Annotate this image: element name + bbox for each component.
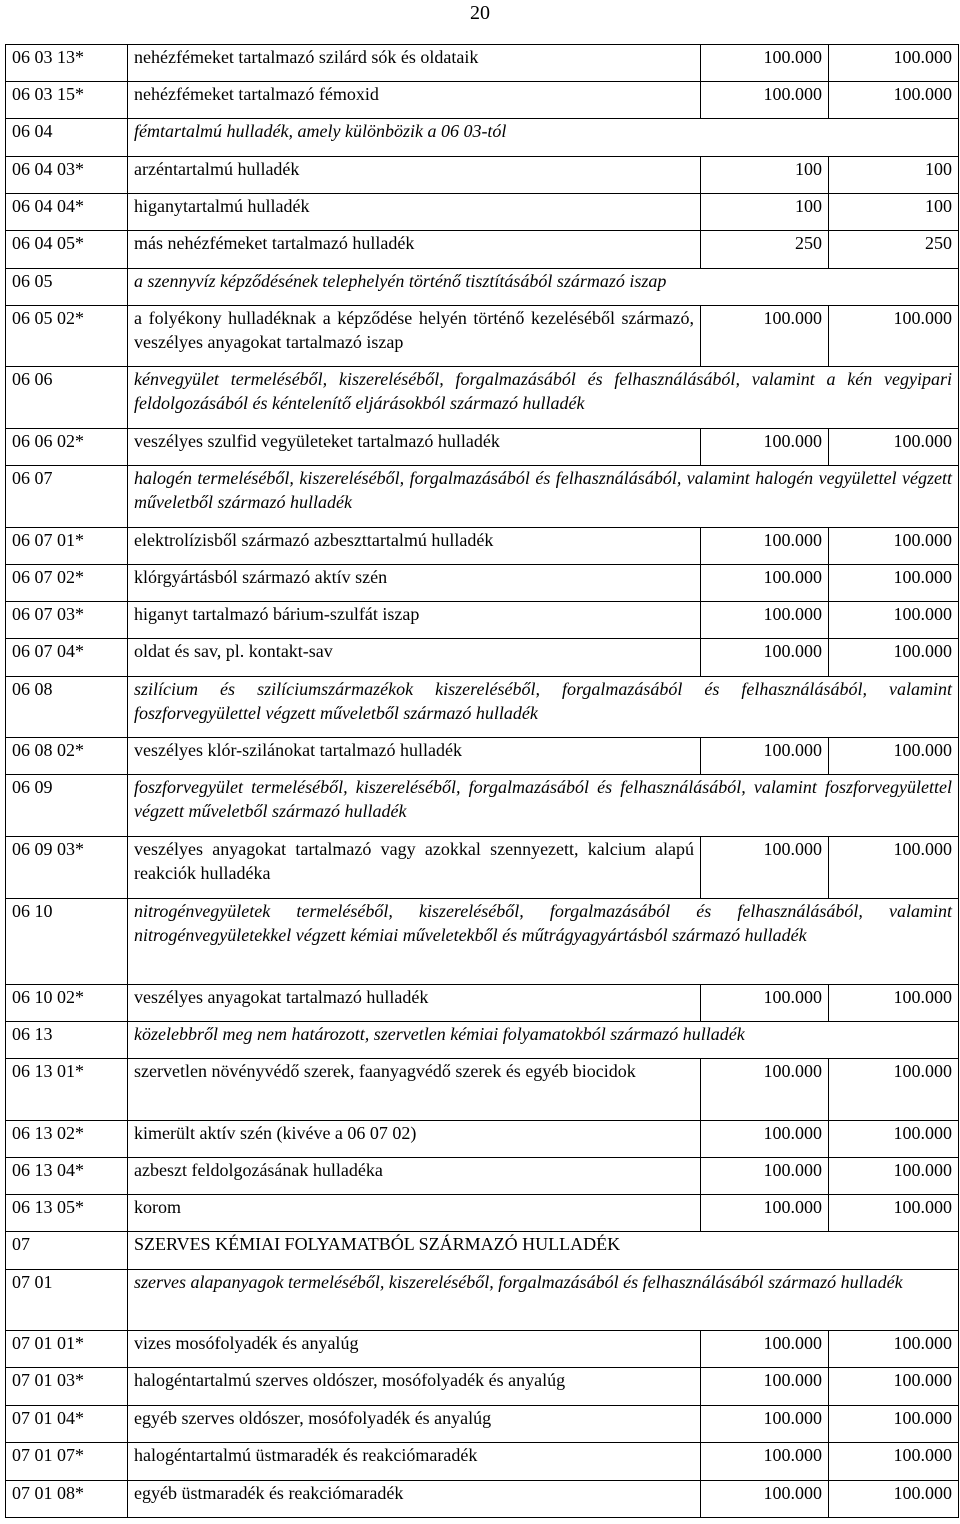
table-row bbox=[6, 1121, 959, 1158]
threshold-value-2: 100.000 bbox=[829, 1121, 959, 1158]
threshold-value-2: 100.000 bbox=[829, 1443, 959, 1481]
category-row bbox=[6, 466, 959, 528]
table-row bbox=[6, 602, 959, 639]
waste-description: arzéntartalmú hulladék bbox=[128, 157, 701, 194]
category-row bbox=[6, 367, 959, 429]
threshold-value-2: 100.000 bbox=[829, 306, 959, 367]
category-description: foszforvegyület termeléséből, kiszereléséből, forgalmazásából és felhasználásából, valamint foszforvegyülettel végzett műveletből származó hulladék bbox=[128, 775, 959, 837]
threshold-value-1: 100.000 bbox=[701, 1443, 829, 1481]
category-description: nitrogénvegyületek termeléséből, kiszereléséből, forgalmazásából és felhasználásából, valamint nitrogénvegyületekkel végzett kémiai műveletekből és műtrágyagyártásból származó hulladék bbox=[128, 899, 959, 985]
waste-description: veszélyes anyagokat tartalmazó hulladék bbox=[128, 985, 701, 1022]
threshold-value-1: 100 bbox=[701, 157, 829, 194]
chapter-title: SZERVES KÉMIAI FOLYAMATBÓL SZÁRMAZÓ HULLADÉK bbox=[128, 1232, 959, 1270]
waste-description: halogéntartalmú szerves oldószer, mosófolyadék és anyalúg bbox=[128, 1368, 701, 1406]
waste-description: nehézfémeket tartalmazó szilárd sók és oldataik bbox=[128, 45, 701, 82]
threshold-value-1: 100.000 bbox=[701, 528, 829, 565]
waste-code: 06 04 05* bbox=[6, 231, 128, 269]
waste-code: 06 06 02* bbox=[6, 429, 128, 466]
table-row bbox=[6, 157, 959, 194]
waste-code: 06 05 02* bbox=[6, 306, 128, 367]
threshold-value-2: 100.000 bbox=[829, 837, 959, 899]
category-description: a szennyvíz képződésének telephelyén történő tisztításából származó iszap bbox=[128, 269, 959, 306]
table-row bbox=[6, 45, 959, 82]
table-row bbox=[6, 639, 959, 677]
threshold-value-2: 100.000 bbox=[829, 639, 959, 677]
category-description: halogén termeléséből, kiszereléséből, forgalmazásából és felhasználásából, valamint halogén vegyülettel végzett műveletből származó hulladék bbox=[128, 466, 959, 528]
waste-code: 06 07 01* bbox=[6, 528, 128, 565]
table-row bbox=[6, 837, 959, 899]
threshold-value-2: 100.000 bbox=[829, 1368, 959, 1406]
table-row bbox=[6, 1158, 959, 1195]
threshold-value-1: 100.000 bbox=[701, 1158, 829, 1195]
waste-code: 06 13 bbox=[6, 1022, 128, 1059]
page-number: 20 bbox=[470, 2, 490, 24]
waste-code: 06 10 02* bbox=[6, 985, 128, 1022]
table-row bbox=[6, 194, 959, 231]
threshold-value-2: 100 bbox=[829, 194, 959, 231]
waste-description: azbeszt feldolgozásának hulladéka bbox=[128, 1158, 701, 1195]
waste-code: 06 04 bbox=[6, 119, 128, 157]
table-row bbox=[6, 1443, 959, 1481]
waste-code: 06 09 bbox=[6, 775, 128, 837]
threshold-value-1: 100 bbox=[701, 194, 829, 231]
waste-description: veszélyes szulfid vegyületeket tartalmazó hulladék bbox=[128, 429, 701, 466]
waste-code: 07 01 04* bbox=[6, 1406, 128, 1443]
category-description: szerves alapanyagok termeléséből, kiszereléséből, forgalmazásából és felhasználásából származó hulladék bbox=[128, 1270, 959, 1331]
waste-code: 06 09 03* bbox=[6, 837, 128, 899]
waste-code: 07 01 08* bbox=[6, 1481, 128, 1518]
table-row bbox=[6, 1406, 959, 1443]
waste-code: 06 13 02* bbox=[6, 1121, 128, 1158]
chapter-row bbox=[6, 1232, 959, 1270]
threshold-value-1: 100.000 bbox=[701, 1481, 829, 1518]
threshold-value-1: 100.000 bbox=[701, 1121, 829, 1158]
threshold-value-2: 100.000 bbox=[829, 82, 959, 119]
waste-code: 07 01 bbox=[6, 1270, 128, 1331]
threshold-value-2: 100.000 bbox=[829, 1195, 959, 1232]
waste-description: klórgyártásból származó aktív szén bbox=[128, 565, 701, 602]
threshold-value-2: 100.000 bbox=[829, 1406, 959, 1443]
waste-code: 07 01 03* bbox=[6, 1368, 128, 1406]
threshold-value-2: 100.000 bbox=[829, 602, 959, 639]
waste-description: más nehézfémeket tartalmazó hulladék bbox=[128, 231, 701, 269]
threshold-value-2: 100.000 bbox=[829, 528, 959, 565]
waste-code: 06 03 15* bbox=[6, 82, 128, 119]
table-row bbox=[6, 1481, 959, 1518]
waste-description: korom bbox=[128, 1195, 701, 1232]
waste-description: elektrolízisből származó azbeszttartalmú hulladék bbox=[128, 528, 701, 565]
threshold-value-1: 100.000 bbox=[701, 1406, 829, 1443]
threshold-value-1: 100.000 bbox=[701, 1059, 829, 1121]
threshold-value-1: 100.000 bbox=[701, 738, 829, 775]
category-description: fémtartalmú hulladék, amely különbözik a 06 03-tól bbox=[128, 119, 959, 157]
threshold-value-1: 100.000 bbox=[701, 985, 829, 1022]
waste-description: egyéb üstmaradék és reakciómaradék bbox=[128, 1481, 701, 1518]
threshold-value-2: 100 bbox=[829, 157, 959, 194]
threshold-value-2: 100.000 bbox=[829, 1481, 959, 1518]
waste-description: higanytartalmú hulladék bbox=[128, 194, 701, 231]
table-row bbox=[6, 429, 959, 466]
waste-description: vizes mosófolyadék és anyalúg bbox=[128, 1331, 701, 1368]
threshold-value-1: 100.000 bbox=[701, 639, 829, 677]
waste-description: veszélyes anyagokat tartalmazó vagy azokkal szennyezett, kalcium alapú reakciók hulladéka bbox=[128, 837, 701, 899]
waste-code: 06 08 02* bbox=[6, 738, 128, 775]
table-row bbox=[6, 1059, 959, 1121]
waste-code: 06 03 13* bbox=[6, 45, 128, 82]
threshold-value-1: 100.000 bbox=[701, 1195, 829, 1232]
waste-description: szervetlen növényvédő szerek, faanyagvédő szerek és egyéb biocidok bbox=[128, 1059, 701, 1121]
waste-description: veszélyes klór-szilánokat tartalmazó hulladék bbox=[128, 738, 701, 775]
threshold-value-1: 100.000 bbox=[701, 306, 829, 367]
threshold-value-2: 100.000 bbox=[829, 565, 959, 602]
table-row bbox=[6, 1331, 959, 1368]
threshold-value-1: 100.000 bbox=[701, 45, 829, 82]
threshold-value-2: 250 bbox=[829, 231, 959, 269]
threshold-value-2: 100.000 bbox=[829, 429, 959, 466]
threshold-value-2: 100.000 bbox=[829, 1158, 959, 1195]
table-row bbox=[6, 528, 959, 565]
waste-description: a folyékony hulladéknak a képződése helyén történő kezeléséből származó, veszélyes anyagokat tartalmazó iszap bbox=[128, 306, 701, 367]
category-description: kénvegyület termeléséből, kiszereléséből, forgalmazásából és felhasználásából, valamint a kén vegyipari feldolgozásából és kéntelenítő eljárásokból származó hulladék bbox=[128, 367, 959, 429]
threshold-value-2: 100.000 bbox=[829, 45, 959, 82]
waste-code: 07 01 01* bbox=[6, 1331, 128, 1368]
category-row bbox=[6, 677, 959, 738]
table-row bbox=[6, 306, 959, 367]
threshold-value-1: 100.000 bbox=[701, 602, 829, 639]
waste-code-table bbox=[5, 44, 959, 1518]
threshold-value-1: 100.000 bbox=[701, 429, 829, 466]
category-row bbox=[6, 899, 959, 985]
threshold-value-2: 100.000 bbox=[829, 738, 959, 775]
threshold-value-1: 250 bbox=[701, 231, 829, 269]
threshold-value-1: 100.000 bbox=[701, 82, 829, 119]
waste-description: egyéb szerves oldószer, mosófolyadék és anyalúg bbox=[128, 1406, 701, 1443]
category-row bbox=[6, 775, 959, 837]
waste-code: 06 07 bbox=[6, 466, 128, 528]
waste-code: 06 13 01* bbox=[6, 1059, 128, 1121]
waste-description: kimerült aktív szén (kivéve a 06 07 02) bbox=[128, 1121, 701, 1158]
category-row bbox=[6, 119, 959, 157]
table-row bbox=[6, 985, 959, 1022]
threshold-value-2: 100.000 bbox=[829, 1059, 959, 1121]
table-row bbox=[6, 1368, 959, 1406]
waste-code: 06 04 03* bbox=[6, 157, 128, 194]
waste-code: 06 13 04* bbox=[6, 1158, 128, 1195]
waste-code: 06 08 bbox=[6, 677, 128, 738]
threshold-value-2: 100.000 bbox=[829, 985, 959, 1022]
threshold-value-1: 100.000 bbox=[701, 1331, 829, 1368]
waste-code: 06 05 bbox=[6, 269, 128, 306]
waste-code: 06 10 bbox=[6, 899, 128, 985]
waste-description: halogéntartalmú üstmaradék és reakciómaradék bbox=[128, 1443, 701, 1481]
category-row bbox=[6, 1270, 959, 1331]
waste-code-table-body bbox=[6, 45, 959, 1518]
waste-code: 06 13 05* bbox=[6, 1195, 128, 1232]
waste-code: 06 04 04* bbox=[6, 194, 128, 231]
threshold-value-1: 100.000 bbox=[701, 1368, 829, 1406]
waste-description: oldat és sav, pl. kontakt-sav bbox=[128, 639, 701, 677]
table-row bbox=[6, 738, 959, 775]
table-row bbox=[6, 1195, 959, 1232]
waste-code: 07 bbox=[6, 1232, 128, 1270]
threshold-value-1: 100.000 bbox=[701, 565, 829, 602]
table-row bbox=[6, 231, 959, 269]
waste-code: 06 07 04* bbox=[6, 639, 128, 677]
threshold-value-1: 100.000 bbox=[701, 837, 829, 899]
waste-code: 06 06 bbox=[6, 367, 128, 429]
table-row bbox=[6, 82, 959, 119]
category-description: közelebbről meg nem határozott, szervetlen kémiai folyamatokból származó hulladék bbox=[128, 1022, 959, 1059]
waste-description: nehézfémeket tartalmazó fémoxid bbox=[128, 82, 701, 119]
table-row bbox=[6, 565, 959, 602]
category-row bbox=[6, 269, 959, 306]
waste-code: 06 07 03* bbox=[6, 602, 128, 639]
waste-code: 06 07 02* bbox=[6, 565, 128, 602]
waste-description: higanyt tartalmazó bárium-szulfát iszap bbox=[128, 602, 701, 639]
category-description: szilícium és szilíciumszármazékok kiszereléséből, forgalmazásából és felhasználásából, valamint foszforvegyülettel végzett műveletből származó hulladék bbox=[128, 677, 959, 738]
category-row bbox=[6, 1022, 959, 1059]
threshold-value-2: 100.000 bbox=[829, 1331, 959, 1368]
waste-code: 07 01 07* bbox=[6, 1443, 128, 1481]
